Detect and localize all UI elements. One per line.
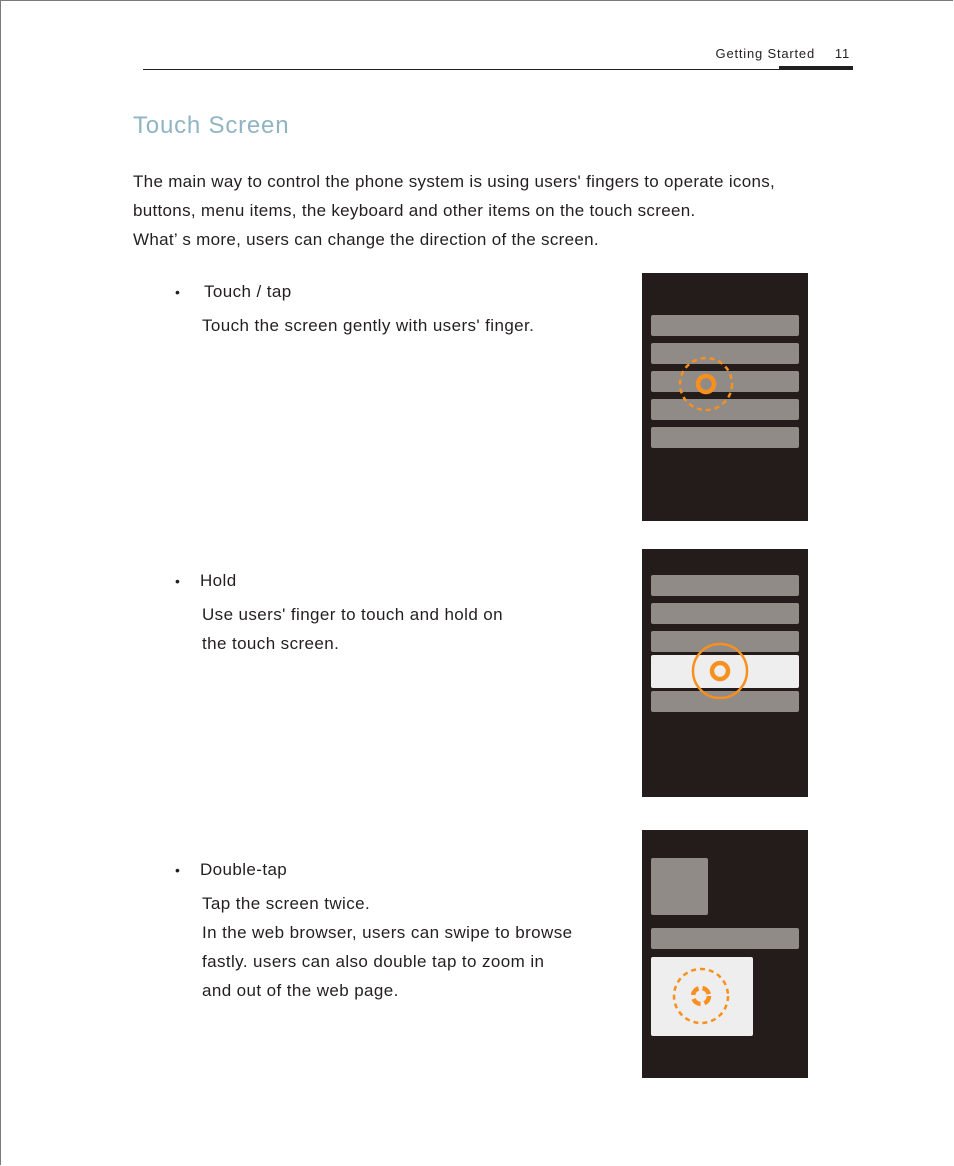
gesture-description xyxy=(175,311,534,340)
highlighted-menu-bar xyxy=(651,655,799,688)
intro-line: The main way to control the phone system is using users' fingers to operate icons, xyxy=(133,172,776,191)
section-label: Getting Started xyxy=(715,46,815,61)
page-title: Touch Screen xyxy=(133,112,290,139)
gesture-double-tap xyxy=(175,860,572,1005)
gesture-name: Hold xyxy=(200,571,237,590)
header-rule xyxy=(143,69,853,70)
page-number: 11 xyxy=(834,46,850,61)
description-line: fastly. users can also double tap to zoom in xyxy=(202,952,545,971)
menu-bar xyxy=(651,928,799,949)
bullet-icon: • xyxy=(175,862,181,878)
description-line: Touch the screen gently with users' finger. xyxy=(202,316,535,335)
gesture-hold xyxy=(175,571,503,658)
gesture-description xyxy=(175,600,503,658)
thumbnail-block xyxy=(651,858,708,915)
description-line: and out of the web page. xyxy=(202,981,399,1000)
tap-illustration xyxy=(642,273,808,521)
menu-bar xyxy=(651,343,799,364)
gesture-tap xyxy=(175,282,534,340)
description-line: the touch screen. xyxy=(202,634,340,653)
phone-screen xyxy=(642,830,808,1078)
gesture-name: Touch / tap xyxy=(204,282,292,301)
double-tap-illustration xyxy=(642,830,808,1078)
intro-line: What’ s more, users can change the direction of the screen. xyxy=(133,230,599,249)
menu-bar xyxy=(651,691,799,712)
menu-bar xyxy=(651,371,799,392)
gesture-name: Double-tap xyxy=(200,860,288,879)
gesture-description xyxy=(175,889,572,1005)
menu-bar xyxy=(651,315,799,336)
description-line: Tap the screen twice. xyxy=(202,894,371,913)
header-accent-bar xyxy=(779,66,853,70)
menu-bar xyxy=(651,631,799,652)
menu-bar xyxy=(651,427,799,448)
description-line: Use users' finger to touch and hold on xyxy=(202,605,504,624)
intro-line: buttons, menu items, the keyboard and other items on the touch screen. xyxy=(133,201,696,220)
bullet-icon: • xyxy=(175,573,181,589)
hold-illustration xyxy=(642,549,808,797)
phone-screen xyxy=(642,273,808,521)
bullet-icon: • xyxy=(175,284,181,300)
description-line: In the web browser, users can swipe to browse xyxy=(202,923,573,942)
phone-screen xyxy=(642,549,808,797)
menu-bar xyxy=(651,575,799,596)
menu-bar xyxy=(651,603,799,624)
intro-paragraph xyxy=(133,167,873,254)
